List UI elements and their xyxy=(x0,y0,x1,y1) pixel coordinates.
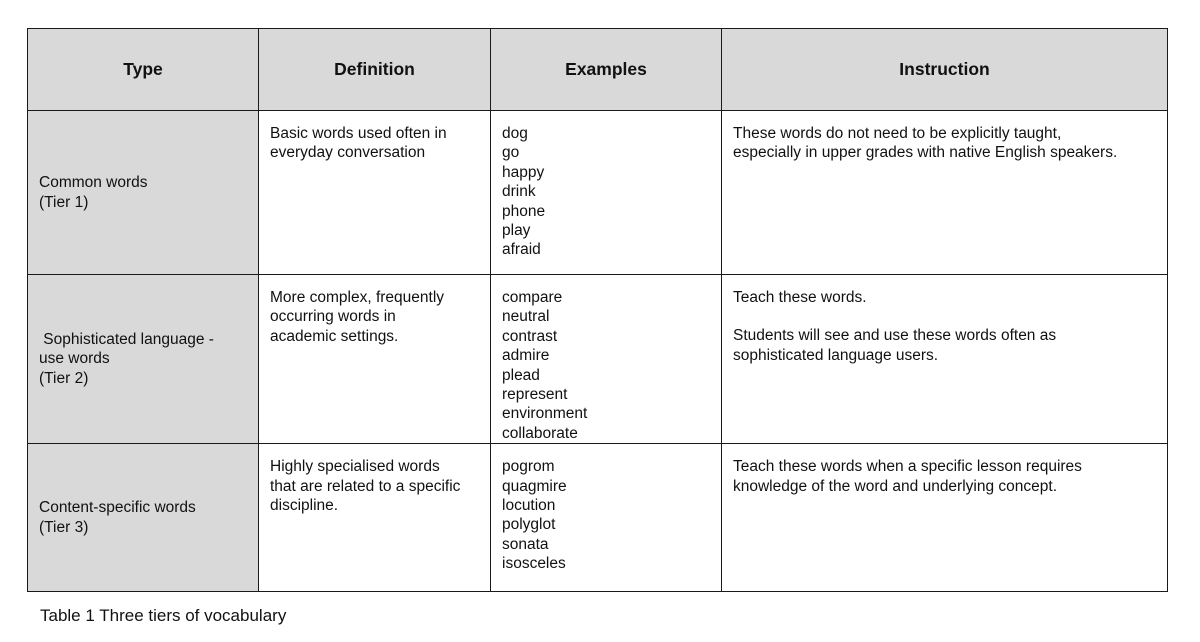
example-word: neutral xyxy=(502,308,550,326)
header-definition: Definition xyxy=(259,29,491,111)
type-cell xyxy=(28,275,259,444)
examples-cell xyxy=(491,111,722,275)
instruction-line: These words do not need to be explicitly taught, xyxy=(733,125,1062,142)
table-row xyxy=(28,111,1168,275)
example-word: afraid xyxy=(502,241,541,259)
type-cell xyxy=(28,111,259,275)
definition-line: academic settings. xyxy=(270,327,399,345)
type-line: (Tier 3) xyxy=(39,518,89,536)
instruction-paragraph xyxy=(733,124,1156,163)
example-word: environment xyxy=(502,405,588,423)
type-line: (Tier 2) xyxy=(39,369,89,387)
example-word: isosceles xyxy=(502,555,566,573)
example-word: locution xyxy=(502,497,556,515)
instruction-line: knowledge of the word and underlying concept. xyxy=(733,477,1057,495)
instruction-cell xyxy=(722,275,1168,444)
instruction-cell xyxy=(722,111,1168,275)
definition-line: discipline. xyxy=(270,497,339,515)
example-word: dog xyxy=(502,125,528,142)
header-instruction: Instruction xyxy=(722,29,1168,111)
instruction-line: Teach these words. xyxy=(733,289,867,306)
example-word: collaborate xyxy=(502,424,578,442)
example-word: happy xyxy=(502,163,545,181)
example-word: pogrom xyxy=(502,458,555,476)
example-word: polyglot xyxy=(502,516,556,534)
example-word: plead xyxy=(502,366,540,384)
instruction-line: especially in upper grades with native English speakers. xyxy=(733,144,1118,162)
instruction-paragraph xyxy=(733,288,1156,307)
example-word: drink xyxy=(502,183,536,201)
examples-cell xyxy=(491,275,722,444)
definition-line: everyday conversation xyxy=(270,144,426,162)
example-word: quagmire xyxy=(502,477,567,495)
example-word: phone xyxy=(502,202,546,220)
example-word: compare xyxy=(502,289,563,306)
example-word: represent xyxy=(502,386,568,404)
example-word: play xyxy=(502,222,531,240)
header-type: Type xyxy=(28,29,259,111)
definition-cell xyxy=(259,444,491,592)
type-cell xyxy=(28,444,259,592)
instruction-line: Students will see and use these words often as xyxy=(733,327,1057,345)
definition-line: Highly specialised words xyxy=(270,458,440,476)
table-row xyxy=(28,444,1168,592)
type-line: Content-specific words xyxy=(39,499,196,517)
table-header-row xyxy=(28,29,1168,111)
type-line: (Tier 1) xyxy=(39,193,89,211)
instruction-line: Teach these words when a specific lesson requires xyxy=(733,458,1082,476)
definition-line: More complex, frequently xyxy=(270,289,445,306)
definition-cell xyxy=(259,111,491,275)
definition-line: Basic words used often in xyxy=(270,125,447,142)
instruction-paragraph xyxy=(733,457,1156,496)
example-word: sonata xyxy=(502,535,549,553)
type-line: use words xyxy=(39,350,110,368)
table-row xyxy=(28,275,1168,444)
table-caption: Table 1 Three tiers of vocabulary xyxy=(40,606,287,625)
type-line: Common words xyxy=(39,174,148,192)
example-word: go xyxy=(502,144,520,162)
vocabulary-tiers-table xyxy=(27,28,1168,592)
instruction-paragraph xyxy=(733,326,1156,365)
definition-line: occurring words in xyxy=(270,308,396,326)
definition-line: that are related to a specific xyxy=(270,477,461,495)
examples-cell xyxy=(491,444,722,592)
type-line: Sophisticated language - xyxy=(39,331,214,349)
example-word: admire xyxy=(502,347,550,365)
definition-cell xyxy=(259,275,491,444)
instruction-cell xyxy=(722,444,1168,592)
header-examples: Examples xyxy=(491,29,722,111)
instruction-line: sophisticated language users. xyxy=(733,346,939,364)
example-word: contrast xyxy=(502,327,558,345)
